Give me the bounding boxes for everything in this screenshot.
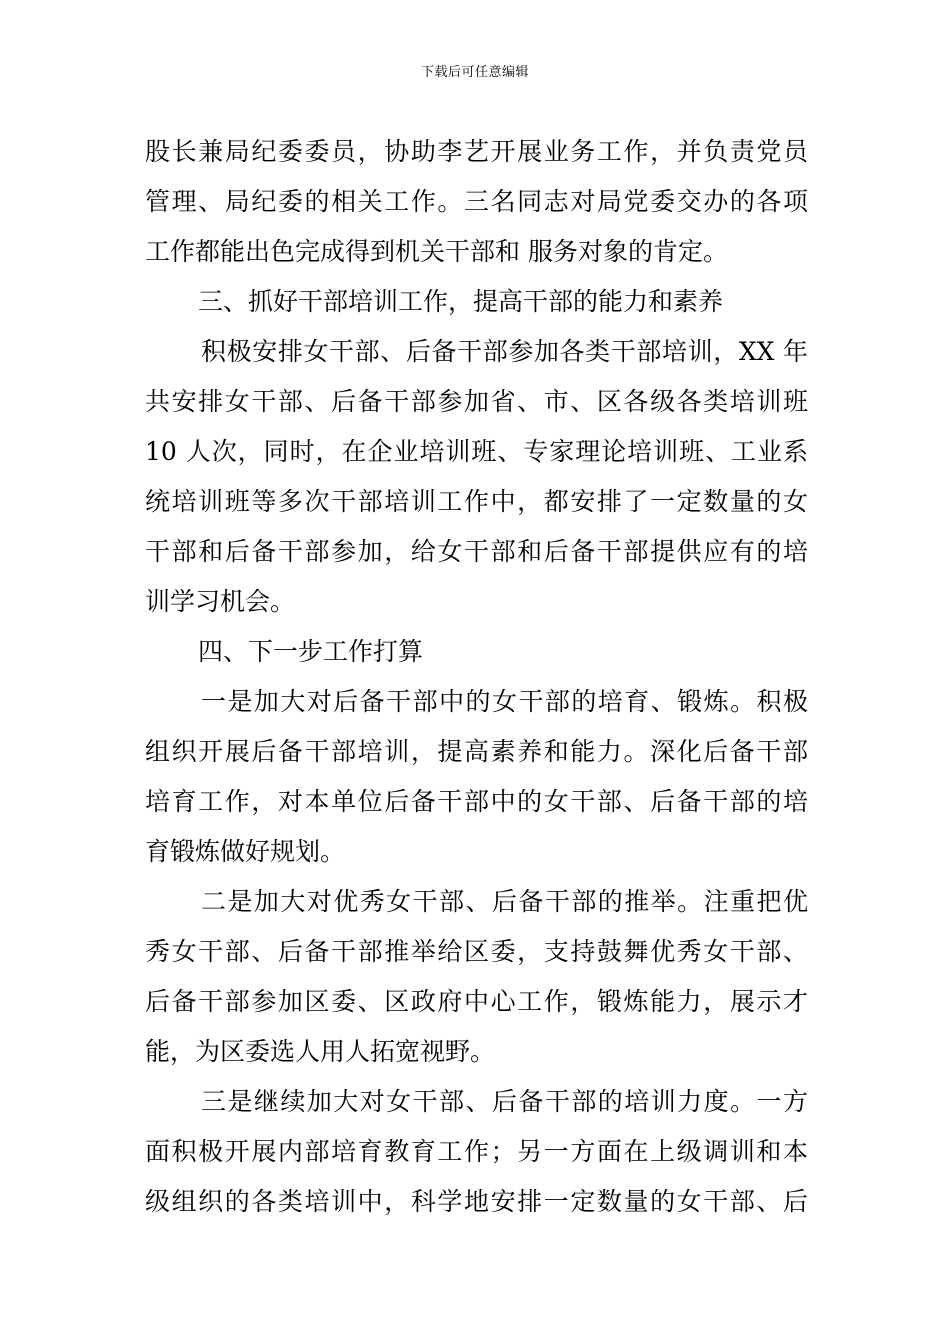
text-line: 训学习机会。 xyxy=(145,587,296,616)
text-line: 秀女干部、后备干部推举给区委，支持鼓舞优秀女干部、 xyxy=(145,937,808,966)
section-heading: 四、下一步工作打算 xyxy=(198,637,424,666)
text-line: 后备干部参加区委、区政府中心工作，锻炼能力，展示才 xyxy=(145,987,808,1016)
text-line: 工作都能出色完成得到机关干部和 服务对象的肯定。 xyxy=(145,237,728,266)
text-line: 能，为区委选人用人拓宽视野。 xyxy=(145,1037,496,1066)
document-body xyxy=(145,127,808,1227)
text-line: 统培训班等多次干部培训工作中，都安排了一定数量的女 xyxy=(145,487,808,516)
text-line: 干部和后备干部参加，给女干部和后备干部提供应有的培 xyxy=(145,537,808,566)
text-line: 培育工作，对本单位后备干部中的女干部、后备干部的培 xyxy=(145,787,808,816)
text-line: 级组织的各类培训中，科学地安排一定数量的女干部、后 xyxy=(145,1187,808,1216)
text-line: 股长兼局纪委委员，协助李艺开展业务工作，并负责党员 xyxy=(145,137,808,166)
text-line: 一是加大对后备干部中的女干部的培育、锻炼。积极 xyxy=(201,687,808,716)
text-line: 二是加大对优秀女干部、后备干部的推举。注重把优 xyxy=(201,887,808,916)
text-line: 面积极开展内部培育教育工作；另一方面在上级调训和本 xyxy=(145,1137,808,1166)
section-heading: 三、抓好干部培训工作，提高干部的能力和素养 xyxy=(198,287,724,316)
text-line: 三是继续加大对女干部、后备干部的培训力度。一方 xyxy=(201,1087,808,1116)
text-line: 10 人次，同时，在企业培训班、专家理论培训班、工业系 xyxy=(145,437,808,466)
text-line: 共安排女干部、后备干部参加省、市、区各级各类培训班 xyxy=(145,387,808,416)
text-line: 育锻炼做好规划。 xyxy=(145,837,346,866)
page-header: 下载后可任意编辑 xyxy=(420,65,529,80)
text-line: 积极安排女干部、后备干部参加各类干部培训，XX 年 xyxy=(201,337,808,366)
text-line: 组织开展后备干部培训，提高素养和能力。深化后备干部 xyxy=(145,737,808,766)
text-line: 管理、局纪委的相关工作。三名同志对局党委交办的各项 xyxy=(145,187,808,216)
